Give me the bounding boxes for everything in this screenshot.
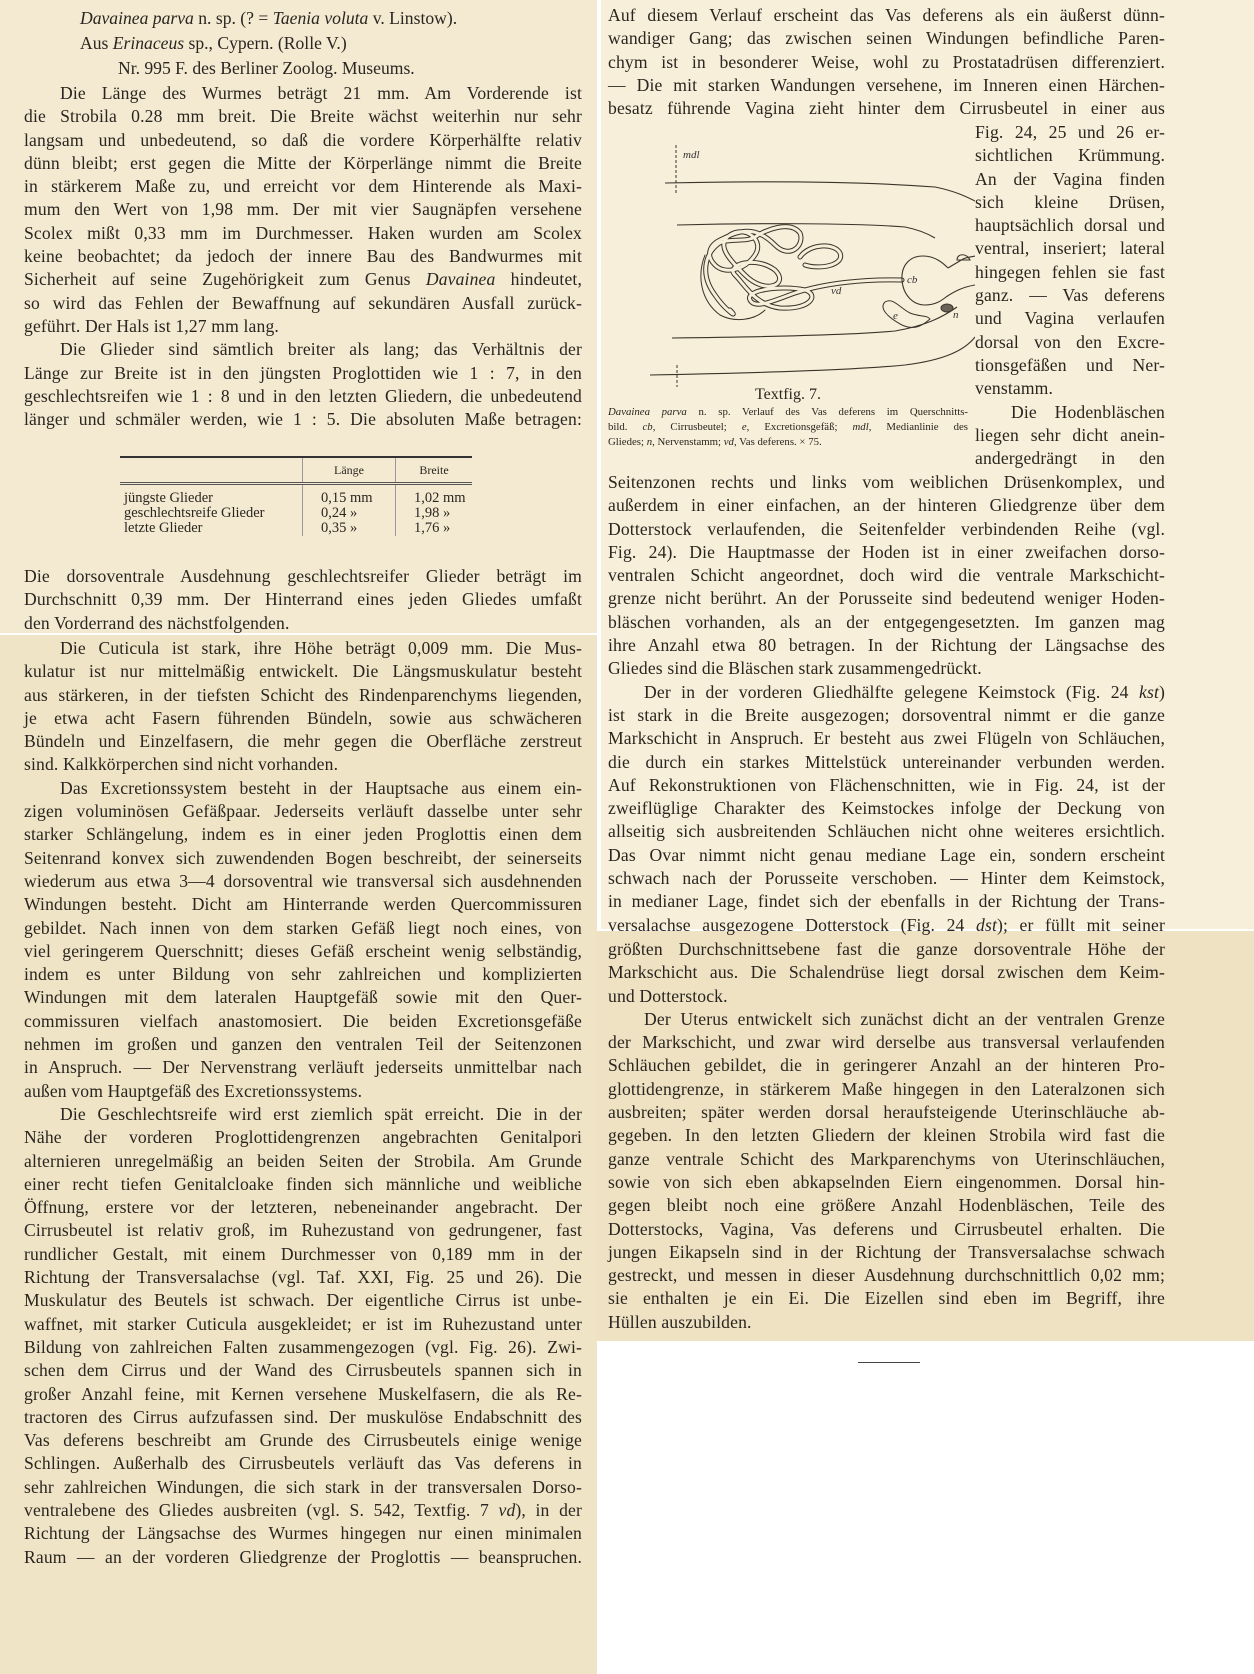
label-e: e (893, 310, 898, 322)
text-line: glottidengrenze, in stärkerem Maße hingegen in den Lateralzonen sich (608, 1078, 1165, 1099)
text-line: Nähe der vorderen Proglottidengrenzen angebrachten Genitalpori (24, 1127, 582, 1148)
table-cell-width: 1,02 mm (414, 490, 466, 506)
text-line: Raum — an der vorderen Gliedgrenze der Proglottis — beanspruchen. (24, 1546, 582, 1567)
text-line: keine beobachtet; da jedoch der innere Bau des Bandwurmes mit (24, 246, 582, 267)
text-line: starker Schlängelung, indem es in einer jeden Proglottis einen dem (24, 824, 582, 845)
text-line: grenze nicht berührt. An der Porusseite sind bedeutend weniger Hoden- (608, 588, 1165, 609)
vas-deferens-paragraph (608, 4, 1165, 120)
text-line: ganze ventrale Schicht des Markparenchyms von Uterinschläuchen, (608, 1148, 1165, 1169)
text-line: ventralen Schicht angeordnet, doch wird die ventrale Markschicht- (608, 565, 1165, 586)
text-line: hauptsächlich dorsal und (975, 215, 1165, 236)
text-line: Öffnung, erstere vor der letzteren, nebeneinander angebracht. Der (24, 1197, 582, 1218)
text-line: mum den Wert von 1,98 mm. Der mit vier Saugnäpfen versehene (24, 199, 582, 220)
table-row (120, 521, 472, 536)
text-line: An der Vagina finden (975, 168, 1165, 189)
text-line: schwach nach der Porusseite verschoben. — Hinter dem Keimstock, (608, 868, 1165, 889)
text-line: Die Cuticula ist stark, ihre Höhe beträgt 0,009 mm. Die Mus- (60, 638, 582, 658)
text-line: Die dorsoventrale Ausdehnung geschlechtsreifer Glieder beträgt im (24, 566, 582, 586)
text-line: großer Anzahl feine, mit Kernen versehene Muskelfasern, die als Re- (24, 1383, 582, 1404)
text-line: sich kleine Drüsen, (975, 191, 1165, 212)
text-line: Dotterstock verlaufenden, die Seitenfelder verbindenden Reihe (vgl. (608, 518, 1165, 539)
text-line: Dotterstocks, Vagina, Vas deferens und Cirrusbeutel erhalten. Die (608, 1218, 1165, 1239)
text-line: dünn bleibt; erst gegen die Mitte der Körperlänge nimmt die Breite (24, 152, 582, 173)
proglottid-outline (650, 182, 975, 375)
label-n: n (953, 309, 959, 321)
text-line: allseitig sich ausbreitenden Schläuchen nicht ohne weiteres ersichtlich. (608, 821, 1165, 842)
text-line: Die Glieder sind sämtlich breiter als lang; das Verhältnis der (60, 339, 582, 360)
text-line: Durchschnitt 0,39 mm. Der Hinterrand eines jeden Gliedes umfaßt (24, 589, 582, 610)
text-line: Windungen mit dem lateralen Hauptgefäß sowie mit den Quer- (24, 987, 582, 1008)
text-line: und Dotterstock. (608, 985, 728, 1006)
text-line: in medianer Lage, findet sich der ebenfalls in der Richtung der Trans- (608, 891, 1165, 912)
text-line: ventralebene des Gliedes ausbreiten (vgl. S. 542, Textfig. 7 vd), in der (24, 1499, 582, 1520)
text-line: außen vom Hauptgefäß des Excretionssystems. (24, 1080, 363, 1101)
text-line: geführt. Der Hals ist 1,27 mm lang. (24, 315, 279, 336)
table-cell-length: 0,24 » (303, 506, 396, 521)
text-line: sind. Kalkkörperchen sind nicht vorhanden. (24, 754, 339, 775)
anatomy-paragraphs (24, 637, 582, 1569)
table-header-row (120, 457, 472, 484)
dorsoventral-paragraph (24, 565, 582, 635)
label-cb: cb (907, 274, 918, 286)
table-cell-label: letzte Glieder (120, 521, 303, 536)
text-line: einer recht tiefen Genitalcloake finden sich männliche und weibliche (24, 1173, 582, 1194)
text-line: Cirrusbeutel ist relativ groß, im Ruhezustand von gedrungener, fast (24, 1220, 582, 1241)
text-line: Scolex mißt 0,33 mm im Durchmesser. Haken wurden am Scolex (24, 222, 582, 243)
text-line: zigen voluminösen Gefäßpaar. Jederseits verläuft dasselbe unter sehr (24, 801, 582, 822)
text-line: venstamm. (975, 378, 1054, 399)
uterus-paragraphs (608, 938, 1165, 1334)
text-line: und Vagina verlaufen (975, 308, 1165, 329)
text-line: ihre Anzahl etwa 80 betragen. In der Richtung der Längsachse des (608, 635, 1165, 656)
text-line: liegen sehr dicht anein- (975, 424, 1165, 445)
text-line: gebildet. Nach innen von dem starken Gefäß liegt noch eines, von (24, 917, 582, 938)
text-line: commissuren vielfach anastomosiert. Die beiden Excretionsgefäße (24, 1010, 582, 1031)
table-cell-width: 1,98 » (414, 505, 451, 521)
text-line: Vas deferens beschreibt am Grunde des Cirrusbeutels einige wenige (24, 1430, 582, 1451)
text-line: indem es unter Bildung von sehr zahlreichen und komplizierten (24, 964, 582, 985)
figure-title: Textfig. 7. (755, 386, 821, 403)
table-cell-label: geschlechtsreife Glieder (120, 506, 303, 521)
text-line: größten Durchschnittsebene fast die ganze dorsoventrale Höhe der (608, 939, 1165, 959)
text-line: gegeben. In den letzten Gliedern der kleinen Strobila wird fast die (608, 1125, 1165, 1146)
text-line: Fig. 24). Die Hauptmasse der Hoden ist in einer zweifachen dorso- (608, 541, 1165, 562)
text-line: Die Länge des Wurmes beträgt 21 mm. Am Vorderende ist (60, 83, 582, 103)
text-line: in Anspruch. — Der Nervenstrang verläuft jederseits unmittelbar nach (24, 1057, 582, 1078)
median-line-mdl (676, 145, 677, 387)
text-line: Die Hodenbläschen (1011, 401, 1165, 422)
text-line: dorsal von den Excre- (975, 331, 1165, 352)
table-cell-label: jüngste Glieder (120, 484, 303, 507)
text-line: geschlechtsreifen wie 1 : 8 und in den letzten Gliedern, die unbedeutend (24, 385, 582, 406)
text-line: bläschen vorhanden, als an der entgegengesetzten. Im ganzen mag (608, 611, 1165, 632)
text-line: tionsgefäßen und Ner- (975, 354, 1165, 375)
table-header-length: Länge (303, 457, 396, 484)
text-line: alternieren unregelmäßig an beiden Seiten der Strobila. Am Grunde (24, 1150, 582, 1171)
measurements-table (120, 456, 472, 536)
text-line: besatz führende Vagina zieht hinter dem Cirrusbeutel in einer aus (608, 98, 1165, 119)
text-line: aus stärkeren, in der tiefsten Schicht des Rindenparenchyms liegenden, (24, 684, 582, 705)
text-line: nehmen im großen und ganzen den ventralen Teil der Seitenzonen (24, 1034, 582, 1055)
text-line: chym ist in besonderer Weise, wohl zu Prostatadrüsen differenziert. (608, 51, 1165, 72)
text-line: in stärkerem Maße zu, und erreicht vor dem Hinterende als Maxi- (24, 176, 582, 197)
text-line: Bündeln und Einzelfasern, die mehr gegen die Oberfläche zerstreut (24, 731, 582, 752)
label-vd: vd (831, 285, 842, 297)
text-line: Gliedes sind die Bläschen stark zusammengedrückt. (608, 658, 982, 679)
text-line: Der Uterus entwickelt sich zunächst dicht an der ventralen Grenze (644, 1008, 1165, 1029)
text-line: gestreckt, und messen in dieser Ausdehnung durchschnittlich 0,02 mm; (608, 1265, 1165, 1286)
text-line: viel geringerem Querschnitt; dieses Gefäß erscheint wenig selbständig, (24, 940, 582, 961)
caption-line: Davainea parva n. sp. Verlauf des Vas deferens im Querschnitts- (608, 406, 968, 418)
caption-line: Gliedes; n, Nervenstamm; vd, Vas deferens. × 75. (608, 436, 822, 448)
text-line: zweiflüglige Charakter des Keimstockes infolge der Deckung von (608, 798, 1165, 819)
text-line: Seitenzonen rechts und links vom weiblichen Drüsenkomplex, und (608, 472, 1165, 492)
text-line: Richtung der Längsachse des Wurmes hingegen nur einen minimalen (24, 1523, 582, 1544)
text-line: die Strobila 0.28 mm breit. Die Breite wächst weiterhin nur sehr (24, 106, 582, 127)
figure-caption (608, 386, 968, 450)
text-line: ganz. — Vas deferens (975, 285, 1165, 306)
text-line: Richtung der Transversalachse (vgl. Taf. XXI, Fig. 25 und 26). Die (24, 1267, 582, 1288)
vagina-narrow-paragraph (975, 121, 1165, 470)
text-line: waffnet, mit starker Cuticula ausgekleidet; er ist im Ruhezustand unter (24, 1313, 582, 1334)
text-line: Markschicht aus. Die Schalendrüse liegt dorsal zwischen dem Keim- (608, 962, 1165, 983)
text-line: so wird das Fehlen der Bewaffnung auf sekundären Ausfall zurück- (24, 292, 582, 313)
text-line: Schlingen. Außerhalb des Cirrusbeutels verläuft das Vas deferens in (24, 1453, 582, 1474)
text-line: ist stark in die Breite ausgezogen; dorsoventral nimmt er die ganze (608, 704, 1165, 725)
text-line: ventral, inseriert; lateral (975, 238, 1165, 259)
text-line: der Markschicht, und zwar wird derselbe aus transversal verlaufenden (608, 1032, 1165, 1053)
text-line: Der in der vorderen Gliedhälfte gelegene Keimstock (Fig. 24 kst) (644, 681, 1165, 702)
table-header-empty (120, 457, 303, 484)
text-line: gegen bleibt noch eine größere Anzahl Hodenbläschen, Teile des (608, 1195, 1165, 1216)
text-line: sie enthalten je ein Ei. Die Eizellen sind eben im Begriff, ihre (608, 1288, 1165, 1309)
text-line: Das Ovar nimmt nicht genau mediane Lage ein, sondern erscheint (608, 844, 1165, 865)
label-mdl: mdl (683, 149, 700, 161)
text-line: Das Excretionssystem besteht in der Hauptsache aus einem ein- (60, 777, 582, 798)
testes-ovary-paragraphs (608, 471, 1165, 937)
text-line: hingegen fehlen sie fast (975, 261, 1165, 282)
text-line: Muskulatur des Beutels ist schwach. Der eigentliche Cirrus ist unbe- (24, 1290, 582, 1311)
text-line: kulatur ist nur mittelmäßig entwickelt. Die Längsmuskulatur besteht (24, 661, 582, 682)
text-line: Auf Rekonstruktionen von Flächenschnitten, wie in Fig. 24, ist der (608, 774, 1165, 795)
text-line: Länge zur Breite ist in den jüngsten Proglottiden wie 1 : 7, in den (24, 362, 582, 383)
text-line: versalachse ausgezogene Dotterstock (Fig. 24 dst); er füllt mit seiner (608, 914, 1165, 935)
section-end-rule (858, 1362, 920, 1363)
table-cell-length: 0,35 » (303, 521, 396, 536)
museum-number: Nr. 995 F. des Berliner Zoolog. Museums. (118, 58, 415, 78)
text-line: sehr zahlreichen Windungen, die sich stark in der transversalen Dorso- (24, 1476, 582, 1497)
text-line: — Die mit starken Wandungen versehene, im Inneren einen Härchen- (608, 74, 1165, 95)
text-line: schen dem Cirrus und der Wand des Cirrusbeutels spannen sich in (24, 1360, 582, 1381)
text-line: wandiger Gang; das zwischen seinen Windungen befindliche Paren- (608, 28, 1165, 49)
table-cell-length: 0,15 mm (303, 484, 396, 507)
text-line: Markschicht in Anspruch. Er besteht aus zwei Flügeln von Schläuchen, (608, 728, 1165, 749)
text-line: wiederum aus etwa 3—4 dorsoventral wie transversal sich ausdehnenden (24, 870, 582, 891)
table-row (120, 506, 472, 521)
text-line: langsam und unbedeutend, so daß die vordere Körperhälfte relativ (24, 129, 582, 150)
text-line: die durch ein starkes Mittelstück untereinander verbunden werden. (608, 751, 1165, 772)
intro-paragraphs (24, 82, 582, 431)
textfig-7-drawing (605, 125, 975, 387)
text-line: Auf diesem Verlauf erscheint das Vas deferens als ein äußerst dünn- (608, 5, 1165, 25)
caption-line: bild. cb, Cirrusbeutel; e, Excretionsgefäß; mdl, Medianlinie des (608, 421, 968, 433)
text-line: ausbreiten; später werden dorsal heraufsteigende Uterinschläuche ab- (608, 1102, 1165, 1123)
text-line: sowie von sich eben abkapselnden Eiern eingenommen. Dorsal hin- (608, 1171, 1165, 1192)
text-line: rundlicher Gestalt, mit einem Durchmesser von 0,189 mm in der (24, 1243, 582, 1264)
text-line: tractoren des Cirrus aufzufassen sind. Der muskulöse Endabschnitt des (24, 1406, 582, 1427)
text-line: den Vorderrand des nächstfolgenden. (24, 612, 290, 633)
species-origin: Aus Erinaceus sp., Cypern. (Rolle V.) (80, 33, 347, 53)
text-line: Bildung von zahlreichen Falten zusammengezogen (vgl. Fig. 26). Zwi- (24, 1336, 582, 1357)
table-header-width: Breite (396, 457, 473, 484)
text-line: jungen Eikapseln sind in der Richtung der Transversalachse schwach (608, 1241, 1165, 1262)
text-line: Fig. 24, 25 und 26 er- (975, 122, 1165, 142)
text-line: Die Geschlechtsreife wird erst ziemlich spät erreicht. Die in der (60, 1103, 582, 1124)
text-line: Schläuchen gebildet, die in geringerer Anzahl an der hinteren Pro- (608, 1055, 1165, 1076)
vas-deferens-coils (701, 227, 902, 320)
text-line: sichtlichen Krümmung. (975, 145, 1165, 166)
text-line: Seitenrand konvex sich zuwendenden Bogen beschreibt, der seinerseits (24, 847, 582, 868)
text-line: Sicherheit auf seine Zugehörigkeit zum Genus Davainea hindeutet, (24, 269, 583, 290)
text-line: Hüllen auszubilden. (608, 1311, 752, 1332)
species-title: Davainea parva n. sp. (? = Taenia voluta v. Linstow). (80, 8, 458, 28)
table-cell-width: 1,76 » (414, 520, 451, 536)
text-line: je etwa acht Fasern führenden Bündeln, sowie aus schwächeren (24, 707, 582, 728)
text-line: Windungen besteht. Dicht am Hinterrande werden Quercommissuren (24, 894, 582, 915)
nerve-trunk-n (941, 304, 953, 312)
text-line: länger und schmäler werden, wie 1 : 5. Die absoluten Maße betragen: (24, 409, 582, 430)
text-line: außerdem in einer einfachen, an der hinteren Gliedgrenze über dem (608, 495, 1165, 516)
text-line: andergedrängt in den (975, 448, 1165, 469)
table-row (120, 484, 472, 507)
